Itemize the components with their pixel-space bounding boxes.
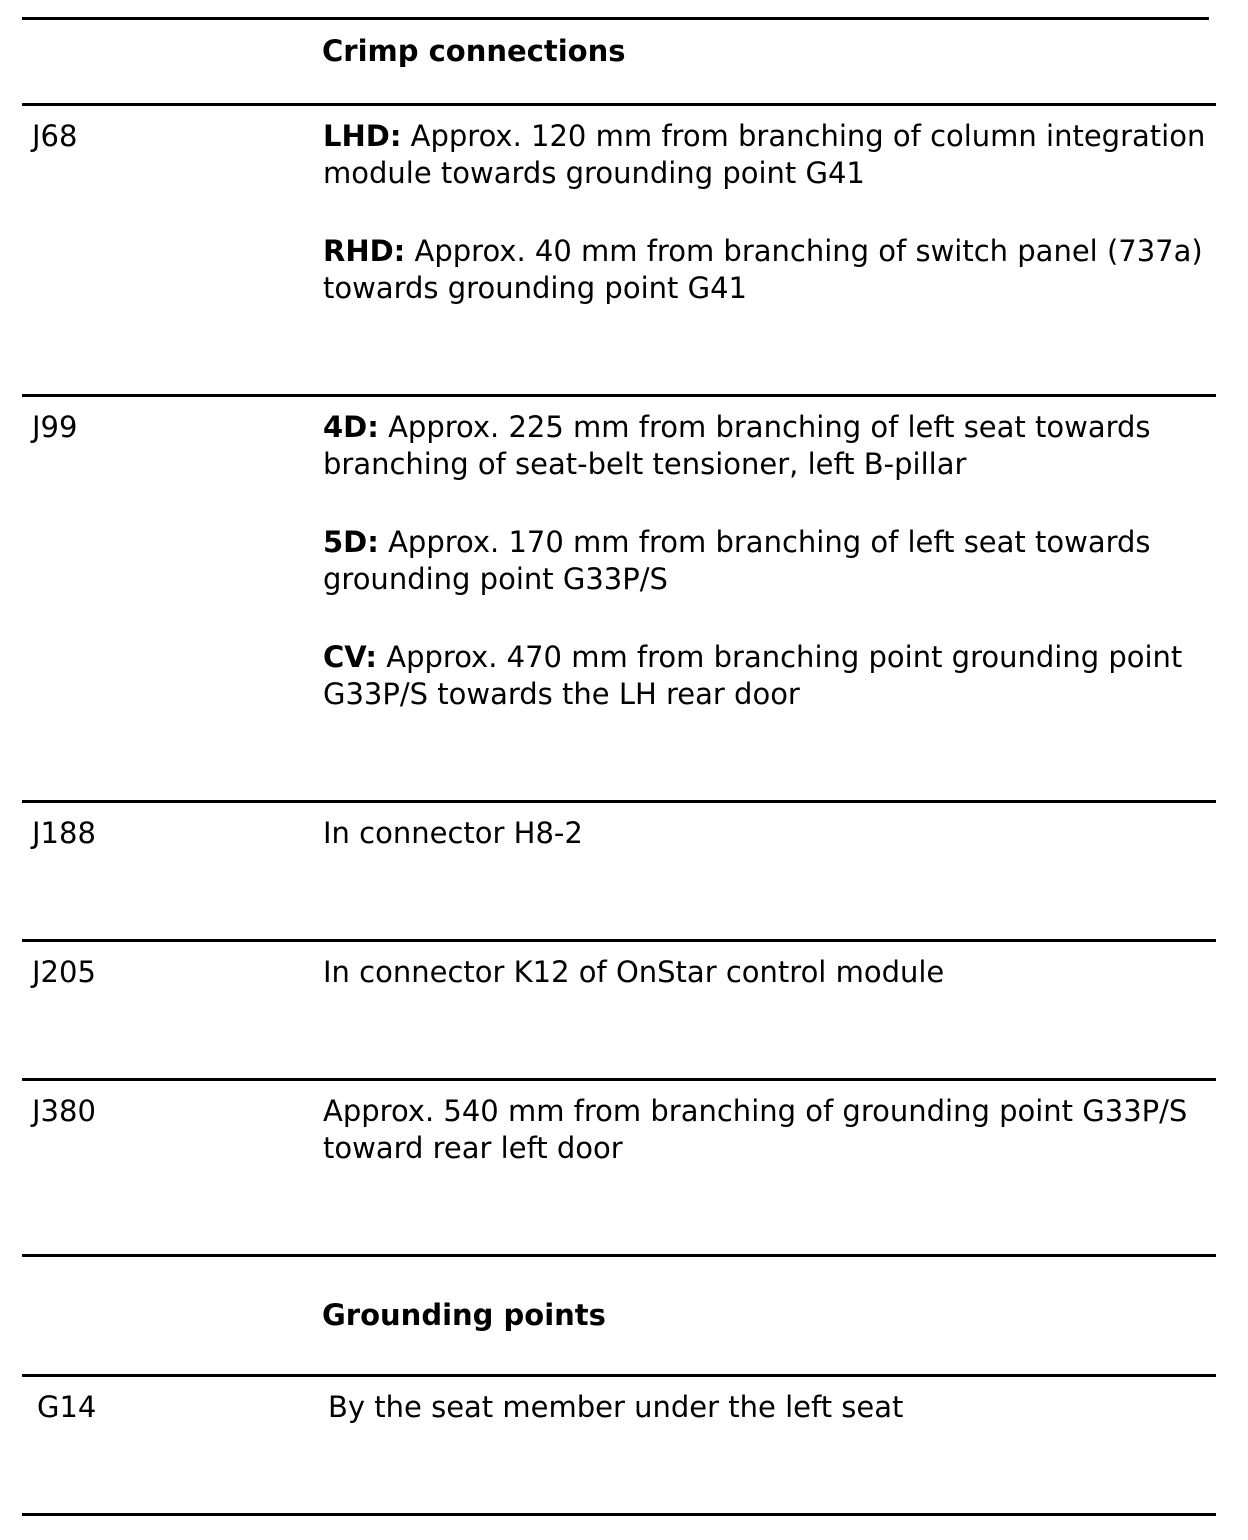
row-code-j99: J99 xyxy=(32,410,78,444)
divider-grounding-header xyxy=(22,1374,1216,1377)
divider-bottom xyxy=(22,1513,1216,1516)
row-description-j188 xyxy=(323,815,1223,852)
description-paragraph xyxy=(323,639,1233,713)
paragraph-text: Approx. 40 mm from branching of switch panel (737a) towards grounding point G41 xyxy=(323,234,1203,305)
paragraph-text: Approx. 225 mm from branching of left seat towards branching of seat-belt tensioner, left B-pillar xyxy=(323,410,1151,481)
description-paragraph xyxy=(323,954,1223,991)
row-description-j68 xyxy=(323,118,1223,307)
divider-j68 xyxy=(22,394,1216,397)
divider-top xyxy=(22,17,1209,20)
row-code-g14: G14 xyxy=(37,1390,97,1424)
row-code-j205: J205 xyxy=(32,955,96,989)
variant-tag: CV: xyxy=(323,640,378,674)
description-paragraph xyxy=(323,118,1223,192)
row-code-j380: J380 xyxy=(32,1094,96,1128)
paragraph-text: Approx. 120 mm from branching of column integration module towards grounding point G41 xyxy=(323,119,1206,190)
row-code-j188: J188 xyxy=(32,816,96,850)
paragraph-text: In connector H8-2 xyxy=(323,816,583,850)
row-description-j99 xyxy=(323,409,1233,713)
paragraph-text: In connector K12 of OnStar control module xyxy=(323,955,945,989)
description-paragraph xyxy=(323,1093,1223,1167)
description-paragraph xyxy=(323,815,1223,852)
variant-tag: 5D: xyxy=(323,525,379,559)
divider-j99 xyxy=(22,800,1216,803)
row-description-j380 xyxy=(323,1093,1223,1167)
description-paragraph xyxy=(323,409,1233,483)
crimp-connections-heading: Crimp connections xyxy=(322,34,626,68)
description-paragraph xyxy=(328,1389,1228,1426)
description-paragraph xyxy=(323,233,1223,307)
description-paragraph xyxy=(323,524,1233,598)
row-description-j205 xyxy=(323,954,1223,991)
variant-tag: LHD: xyxy=(323,119,402,153)
grounding-points-heading: Grounding points xyxy=(322,1298,606,1332)
row-code-j68: J68 xyxy=(32,119,78,153)
divider-crimp-header xyxy=(22,103,1216,106)
row-description-g14 xyxy=(328,1389,1228,1426)
divider-j188 xyxy=(22,939,1216,942)
variant-tag: RHD: xyxy=(323,234,406,268)
paragraph-text: Approx. 170 mm from branching of left seat towards grounding point G33P/S xyxy=(323,525,1151,596)
divider-j205 xyxy=(22,1078,1216,1081)
variant-tag: 4D: xyxy=(323,410,379,444)
paragraph-text: Approx. 540 mm from branching of grounding point G33P/S toward rear left door xyxy=(323,1094,1188,1165)
divider-j380 xyxy=(22,1254,1216,1257)
paragraph-text: Approx. 470 mm from branching point grounding point G33P/S towards the LH rear door xyxy=(323,640,1183,711)
paragraph-text: By the seat member under the left seat xyxy=(328,1390,904,1424)
